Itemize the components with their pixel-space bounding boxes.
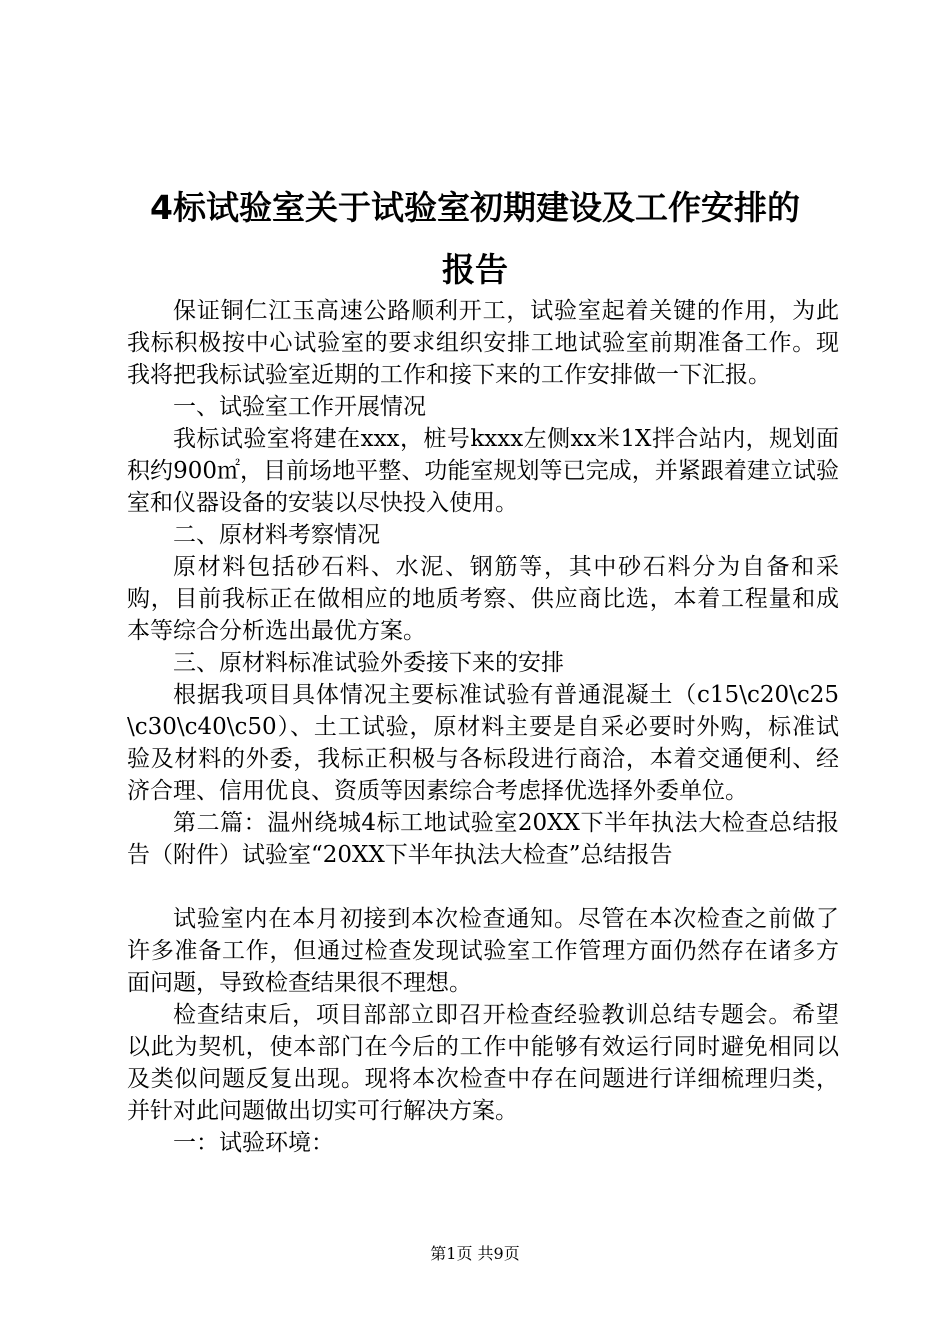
paragraph-spacer [127,871,839,903]
paragraph-outsourcing: 根据我项目具体情况主要标准试验有普通混凝土（c15\c20\c25\c30\c40\c50）、土工试验，原材料主要是自采必要时外购，标准试验及材料的外委，我标正积极与各标段进行商洽，本着交通便利、经济合理、信用优良、资质等因素综合考虑择优选择外委单位。 [127,682,839,804]
paragraph-inspection-notice: 试验室内在本月初接到本次检查通知。尽管在本次检查之前做了许多准备工作，但通过检查发现试验室工作管理方面仍然存在诸多方面问题，导致检查结果很不理想。 [127,906,839,996]
page-footer: 第1页 共9页 [430,1244,520,1263]
paragraph-second-article-title: 第二篇：温州绕城4标工地试验室20XX下半年执法大检查总结报告（附件）试验室“20XX下半年执法大检查”总结报告 [127,810,839,868]
section-heading-1: 一、试验室工作开展情况 [173,394,426,420]
section-heading-2: 二、原材料考察情况 [173,522,380,548]
document-title-line1: 4标试验室关于试验室初期建设及工作安排的 [150,188,800,227]
section-heading-3: 三、原材料标准试验外委接下来的安排 [173,650,564,676]
paragraph-intro: 保证铜仁江玉高速公路顺利开工，试验室起着关键的作用，为此我标积极按中心试验室的要求组织安排工地试验室前期准备工作。现我将把我标试验室近期的工作和接下来的工作安排做一下汇报。 [127,298,839,388]
section-heading-4: 一：试验环境： [173,1130,334,1156]
paragraph-inspection-summary: 检查结束后，项目部部立即召开检查经验教训总结专题会。希望以此为契机，使本部门在今后的工作中能够有效运行同时避免相同以及类似问题反复出现。现将本次检查中存在问题进行详细梳理归类，并针对此问题做出切实可行解决方案。 [127,1002,839,1124]
paragraph-lab-construction: 我标试验室将建在xxx，桩号kxxx左侧xx米1X拌合站内，规划面积约900㎡，目前场地平整、功能室规划等已完成，并紧跟着建立试验室和仪器设备的安装以尽快投入使用。 [127,426,839,516]
document-title-line2: 报告 [442,250,508,289]
document-body [127,295,839,1159]
paragraph-materials: 原材料包括砂石料、水泥、钢筋等，其中砂石料分为自备和采购，目前我标正在做相应的地质考察、供应商比选，本着工程量和成本等综合分析选出最优方案。 [127,554,839,644]
